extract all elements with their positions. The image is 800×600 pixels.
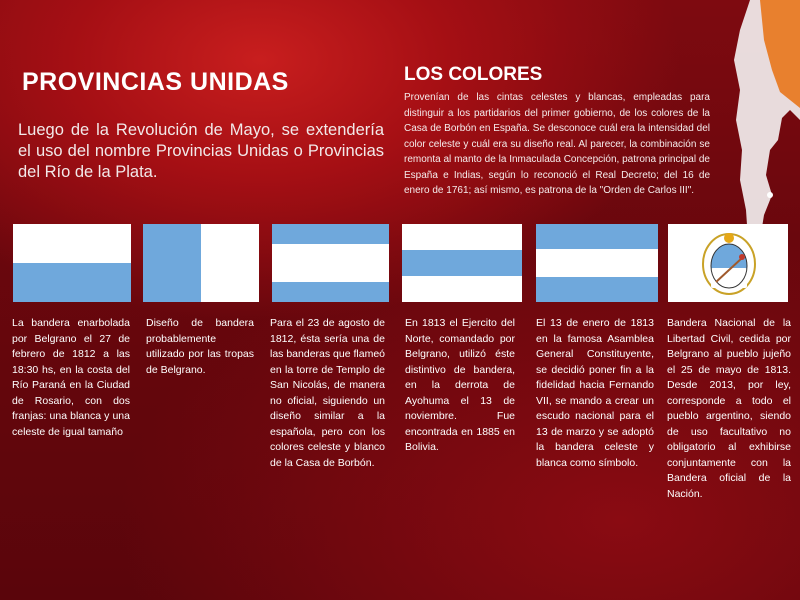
coat-of-arms-icon [668,224,788,302]
flag-caption-1: La bandera enarbolada por Belgrano el 27 de febrero de 1812 a las 18:30 hs, en la costa del Río Paraná en la Ciudad de Rosario, con dos franjas: una blanca y una celeste de igual tamaño [12,317,130,438]
flag-caption-4: En 1813 el Ejercito del Norte, comandado por Belgrano, utilizó éste distintivo de bandera, en la derrota de Ayohuma el 13 de noviembre. Fue encontrada en 1885 en Bolivia. [405,317,515,453]
page-title: PROVINCIAS UNIDAS [22,68,289,96]
flag-vertical-celeste-white [143,224,259,302]
flag-libertad-civil [668,224,788,302]
flag-caption-3: Para el 23 de agosto de 1812, ésta sería una de las banderas que flameó en la torre de Templo de San Nicolás, de manera no oficial, siguiendo un diseño similar a la española, pero con los colores celeste y blanco de la Casa de Borbón. [270,317,385,469]
colors-paragraph: Provenían de las cintas celestes y blancas, empleadas para distinguir a los partidarios del primer gobierno, de los colores de la Casa de Borbón en España. Se desconoce cuál era la intensidad del color celeste y cuál era su diseño real. Al parecer, la combinación se remonta al manto de la Inmaculada Concepción, patrona principal de España e Indias, según lo reconoció el Real Decreto; del 16 de enero de 1761; así mismo, es patrona de la "Orden de Carlos III". [404,92,710,196]
flag-caption-6: Bandera Nacional de la Libertad Civil, cedida por Belgrano al pueblo jujeño el 25 de mayo de 1813. Desde 2013, por ley, corresponde a todo el pueblo argentino, siendo de uso facultativo no obligatorio al exhibirse conjuntamente con la Bandera oficial de la Nación. [667,317,791,500]
flag-white-celeste-white [402,224,522,302]
argentina-map-image [720,0,800,240]
flag-celeste-white-celeste [272,224,389,302]
intro-paragraph: Luego de la Revolución de Mayo, se extendería el uso del nombre Provincias Unidas o Provincias del Río de la Plata. [18,121,384,181]
flag-celeste-white-celeste-2 [536,224,658,302]
flag-two-stripes [13,224,131,302]
colors-heading: LOS COLORES [404,64,543,85]
flag-caption-2: Diseño de bandera probablemente utilizado por las tropas de Belgrano. [146,317,254,376]
flag-caption-5: El 13 de enero de 1813 en la famosa Asamblea General Constituyente, se decidió poner fin a la fidelidad hacia Fernando VII, se mando a crear un escudo nacional para el 13 de marzo y se adoptó la bandera celeste y blanca como símbolo. [536,317,654,469]
